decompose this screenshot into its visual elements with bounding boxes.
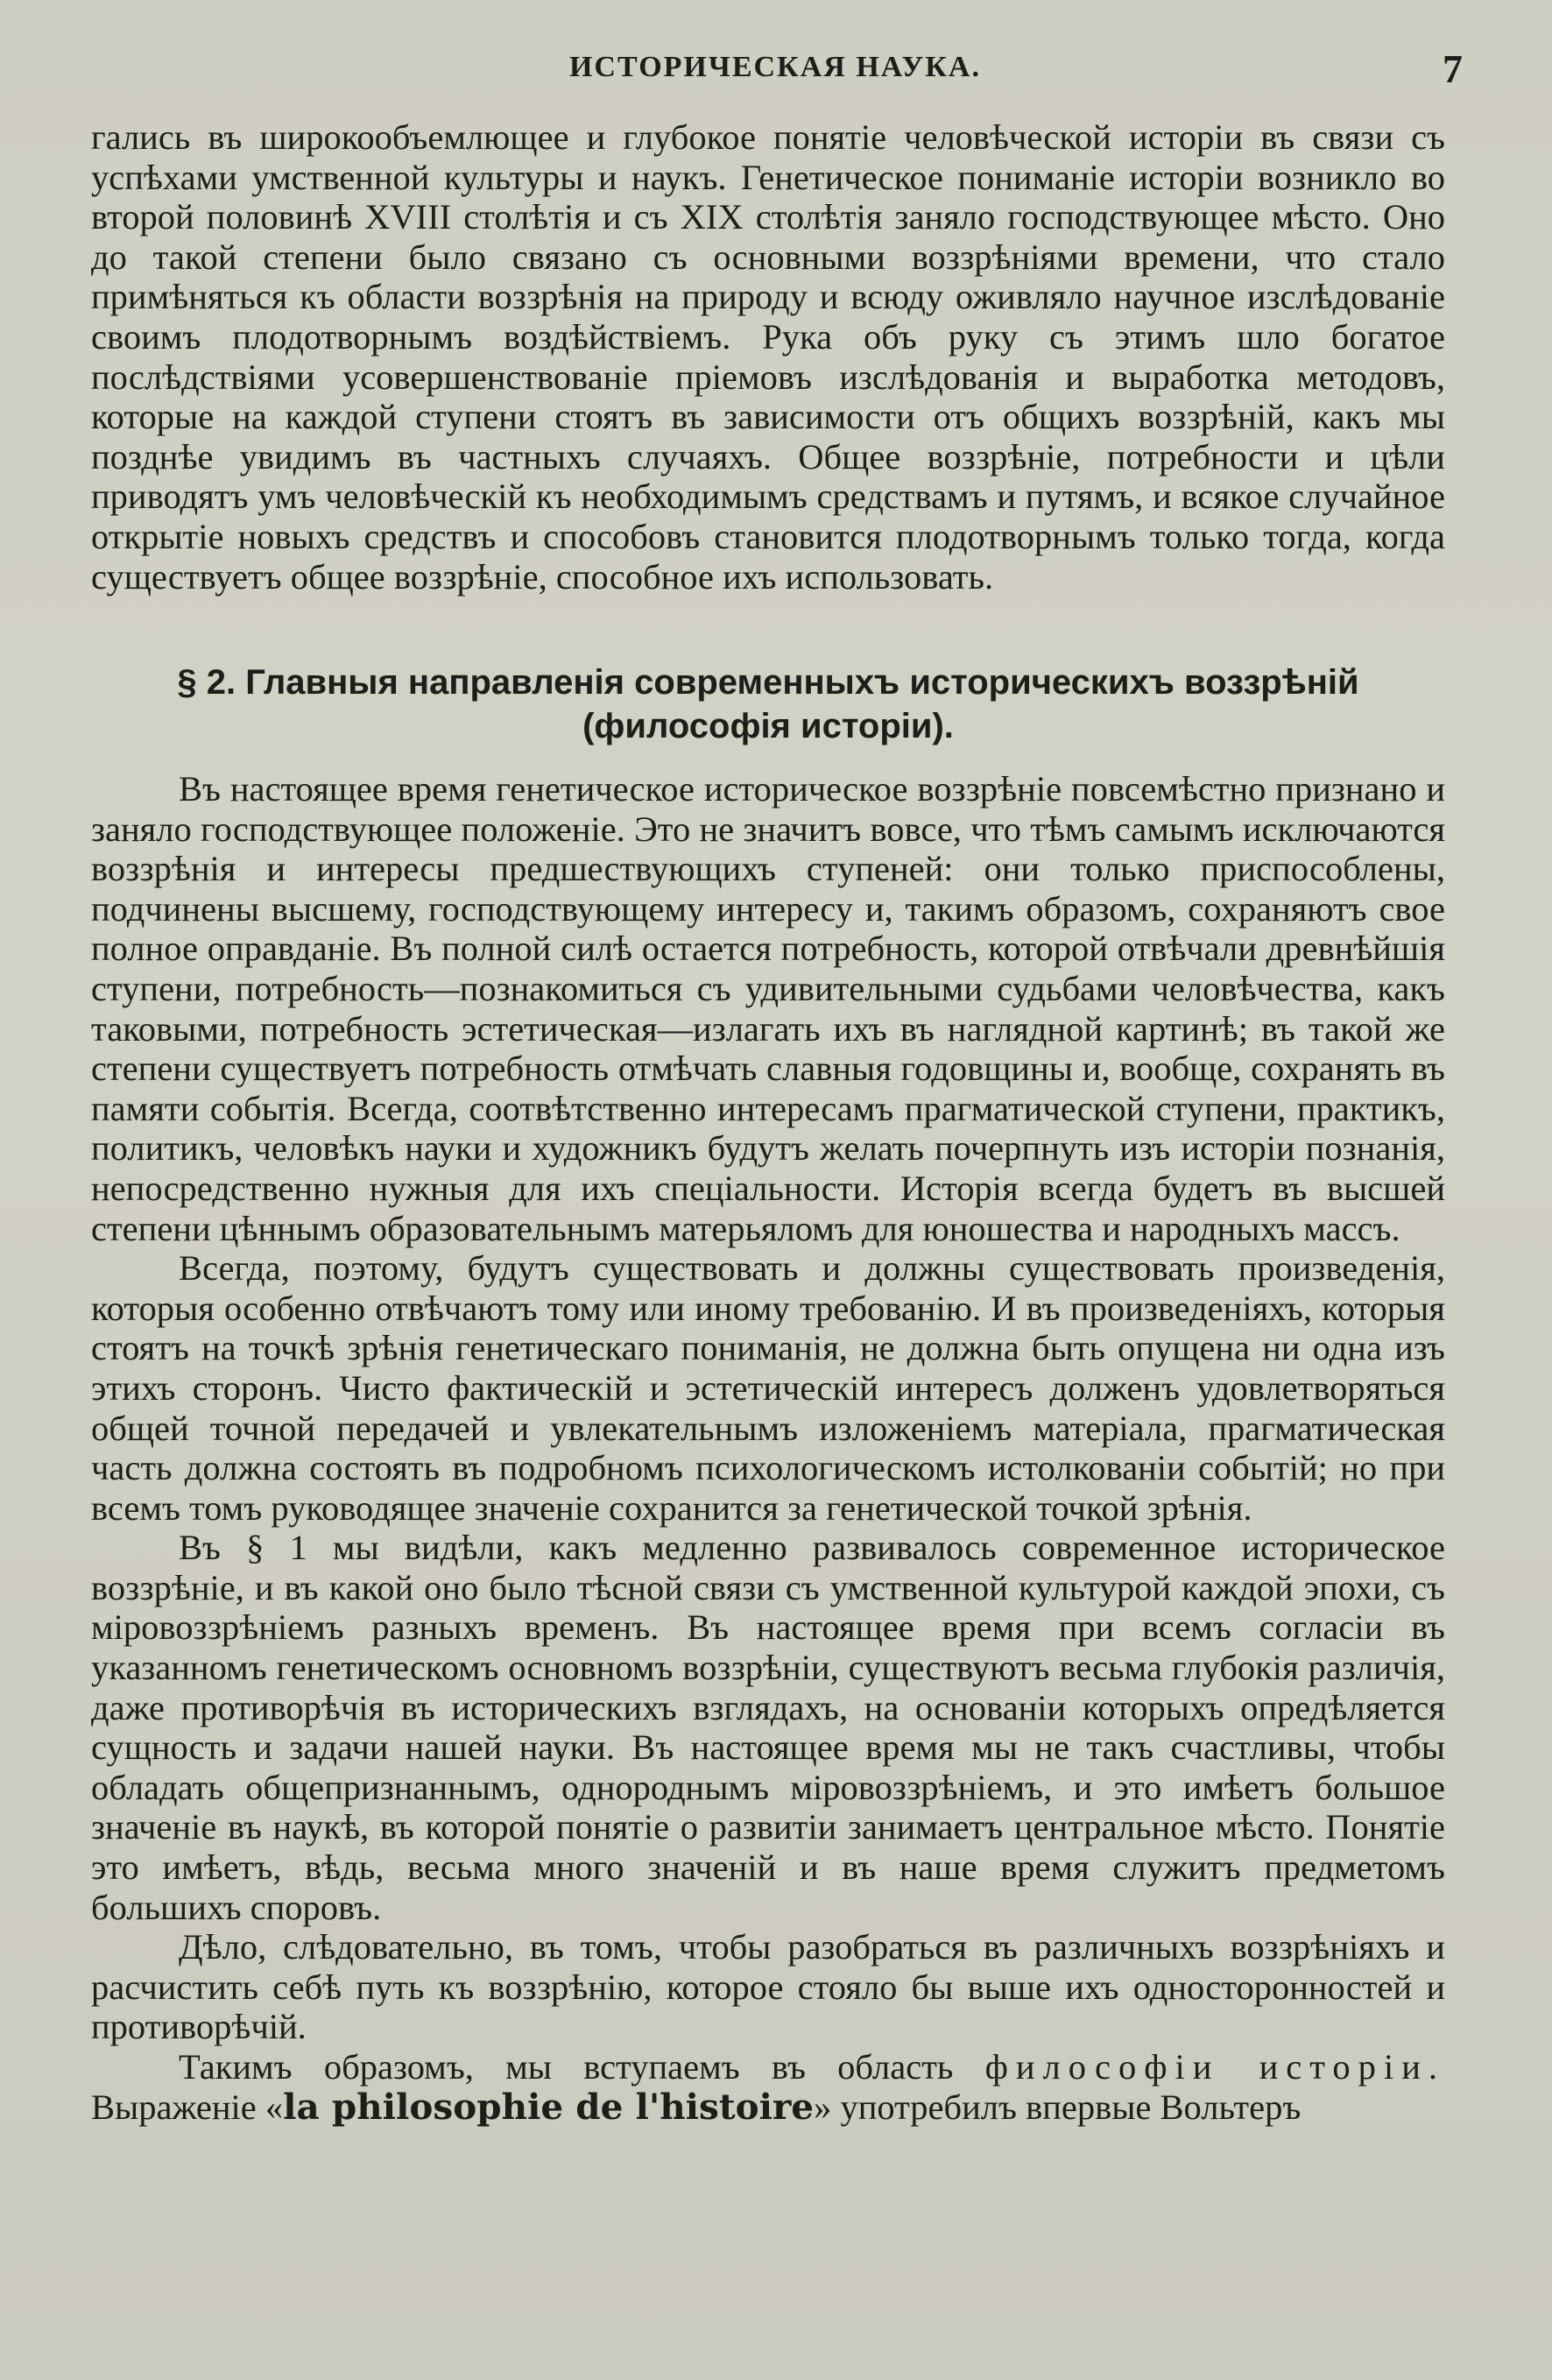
phrase-intro: Выраженіе «	[91, 2087, 284, 2127]
running-title: ИСТОРИЧЕСКАЯ НАУКА.	[568, 51, 981, 83]
phrase-outro: » употребилъ впервые Вольтеръ	[814, 2087, 1302, 2127]
paragraph-3: Въ § 1 мы видѣли, какъ медленно развивалось современное историческое воззрѣніе, и въ какой оно было тѣсной связи съ умственной культурой каждой эпохи, съ міровоззрѣніемъ разныхъ временъ. Въ настоящее время при всемъ согласіи въ указанномъ генетическомъ основномъ воззрѣніи, существуютъ весьма глубокія различія, даже противорѣчія въ историческихъ взглядахъ, на основаніи которыхъ опредѣляется сущность и задачи нашей науки. Въ настоящее время мы не такъ счастливы, чтобы обладать общепризнаннымъ, однороднымъ міровоззрѣніемъ, и это имѣетъ большое значеніе въ наукѣ, въ которой понятіе о развитіи занимаетъ центральное мѣсто. Понятіе это имѣетъ, вѣдь, весьма много значеній и въ наше время служитъ предметомъ большихъ споровъ.	[91, 1528, 1445, 1927]
paragraph-5-lead: Такимъ образомъ, мы вступаемъ въ область	[179, 2047, 954, 2087]
paragraph-5	[91, 2047, 1445, 2127]
section-body	[91, 769, 1445, 2127]
page-number: 7	[1443, 46, 1463, 91]
paragraph-1: Въ настоящее время генетическое историческое воззрѣніе повсемѣстно признано и заняло господствующее положеніе. Это не значитъ вовсе, что тѣмъ самымъ исключаются воззрѣнія и интересы предшествующихъ ступеней: они только приспособлены, подчинены высшему, господствующему интересу и, такимъ образомъ, сохраняютъ свое полное оправданіе. Въ полной силѣ остается потребность, которой отвѣчали древнѣйшія ступени, потребность—познакомиться съ удивительными судьбами человѣчества, какъ таковыми, потребность эстетическая—излагать ихъ въ наглядной картинѣ; въ такой же степени существуетъ потребность отмѣчать славныя годовщины и, вообще, сохранять въ памяти событія. Всегда, соотвѣтственно интересамъ прагматической ступени, практикъ, политикъ, человѣкъ науки и художникъ будутъ желать почерпнуть изъ исторіи познанія, непосредственно нужныя для ихъ спеціальности. Исторія всегда будетъ въ высшей степени цѣннымъ образовательнымъ матерьяломъ для юношества и народныхъ массъ.	[91, 769, 1445, 1248]
paragraph-2: Всегда, поэтому, будутъ существовать и должны существовать произведенія, которыя особенно отвѣчаютъ тому или иному требованію. И въ произведеніяхъ, которыя стоятъ на точкѣ зрѣнія генетическаго пониманія, не должна быть опущена ни одна изъ этихъ сторонъ. Чисто фактическій и эстетическій интересъ долженъ удовлетворяться общей точной передачей и увлекательнымъ изложеніемъ матеріала, прагматическая часть должна состоять въ подробномъ психологическомъ истолкованіи событій; но при всемъ томъ руководящее значеніе сохранится за генетической точкой зрѣнія.	[91, 1248, 1445, 1528]
gothic-phrase: la philosophie de l'histoire	[283, 2085, 815, 2128]
spaced-term: философіи исторіи.	[984, 2047, 1445, 2087]
running-head	[88, 46, 1463, 89]
continued-paragraph	[91, 117, 1445, 597]
paragraph-text: гались въ широкообъемлющее и глубокое понятіе человѣческой исторіи въ связи съ успѣхами умственной культуры и наукъ. Генетическое пониманіе исторіи возникло во второй половинѣ XVIII столѣтія и съ XIX столѣтія заняло господствующее мѣсто. Оно до такой степени было связано съ основными воззрѣніями времени, что стало примѣняться къ области воззрѣнія на природу и всюду оживляло научное изслѣдованіе своимъ плодотворнымъ воздѣйствіемъ. Рука объ руку съ этимъ шло богатое послѣдствіями усовершенствованіе пріемовъ изслѣдованія и выработка методовъ, которые на каждой ступени стоятъ въ зависимости отъ общихъ воззрѣній, какъ мы позднѣе увидимъ въ частныхъ случаяхъ. Общее воззрѣніе, потребности и цѣли приводятъ умъ человѣческій къ необходимымъ средствамъ и путямъ, и всякое случайное открытіе новыхъ средствъ и способовъ становится плодотворнымъ только тогда, когда существуетъ общее воззрѣніе, способное ихъ использовать.	[91, 117, 1445, 597]
paragraph-4: Дѣло, слѣдовательно, въ томъ, чтобы разобраться въ различныхъ воззрѣніяхъ и расчистить себѣ путь къ воззрѣнію, которое стояло бы выше ихъ односторонностей и противорѣчій.	[91, 1927, 1445, 2047]
section-heading: § 2. Главныя направленія современныхъ историческихъ воззрѣній (философія исторіи).	[177, 663, 1359, 745]
